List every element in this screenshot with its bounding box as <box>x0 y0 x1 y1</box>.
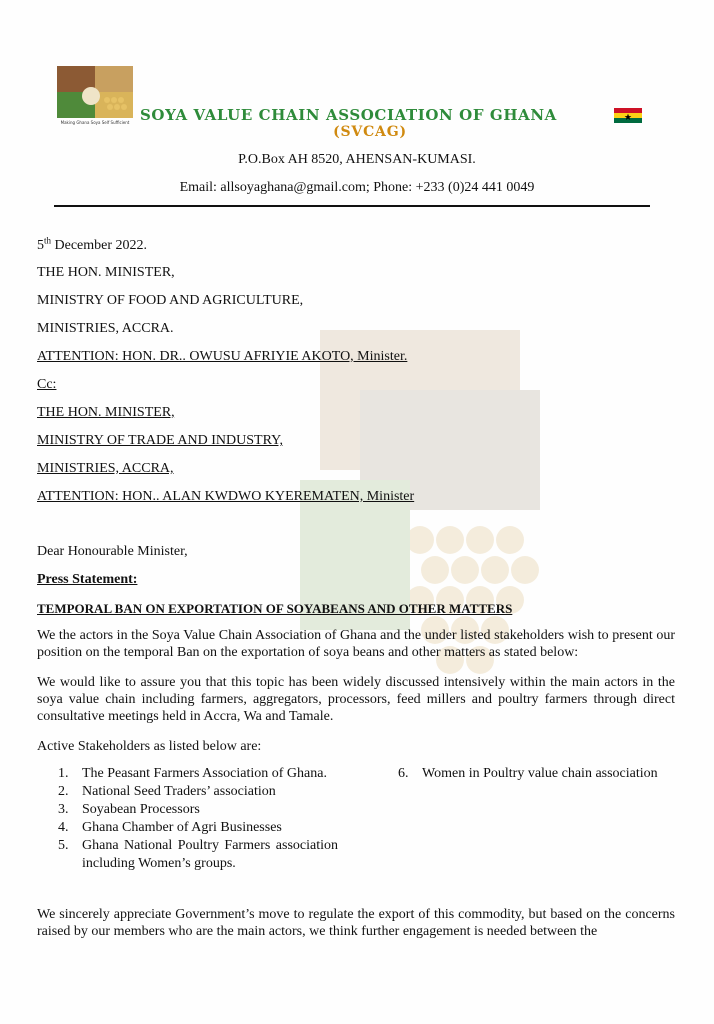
ghana-flag-icon <box>614 108 642 123</box>
letterhead-divider <box>54 205 650 207</box>
postal-address: P.O.Box AH 8520, AHENSAN-KUMASI. <box>238 152 476 167</box>
logo-caption: Making Ghana Soya Self Sufficient <box>60 120 130 125</box>
list-item: 3. Soyabean Processors <box>58 802 200 817</box>
consultation-paragraph: We would like to assure you that this topic has been widely discussed intensively within the main actors in the soya value chain including farmers, aggregators, processors, feed millers and poultry farmers through direct consultative meetings held in Accra, Wa and Tamale. <box>37 675 675 724</box>
organization-abbreviation: (SVCAG) <box>333 124 407 140</box>
association-logo <box>57 66 133 126</box>
recipient-2-location: MINISTRIES, ACCRA, <box>37 461 174 476</box>
date-day: 5 <box>37 238 44 253</box>
stakeholder-list-right <box>398 765 678 783</box>
list-item: 4. Ghana Chamber of Agri Businesses <box>58 820 282 835</box>
recipient-1-ministry: MINISTRY OF FOOD AND AGRICULTURE, <box>37 293 304 308</box>
letter-date <box>37 235 148 254</box>
stakeholder-list-left <box>58 765 338 873</box>
recipient-2-title: THE HON. MINISTER, <box>37 405 175 420</box>
list-item: 5. Ghana National Poultry Farmers association including Women’s groups. <box>58 838 338 871</box>
contact-info: Email: allsoyaghana@gmail.com; Phone: +233 (0)24 441 0049 <box>179 180 535 195</box>
subject-heading: TEMPORAL BAN ON EXPORTATION OF SOYABEANS AND OTHER MATTERS <box>37 601 513 616</box>
date-suffix: th <box>44 235 52 246</box>
list-item: 2. National Seed Traders’ association <box>58 784 276 799</box>
cc-label: Cc: <box>37 377 57 392</box>
press-statement-label: Press Statement: <box>37 572 138 587</box>
appreciation-paragraph: We sincerely appreciate Government’s move to regulate the export of this commodity, but based on the concerns raised by our members who are the main actors, we think further engagement is needed between the <box>37 907 675 939</box>
organization-name: SOYA VALUE CHAIN ASSOCIATION OF GHANA <box>140 106 557 124</box>
recipient-2-attention: ATTENTION: HON.. ALAN KWDWO KYEREMATEN, Minister <box>37 489 415 504</box>
stakeholders-intro: Active Stakeholders as listed below are: <box>37 739 262 754</box>
recipient-1-attention: ATTENTION: HON. DR.. OWUSU AFRIYIE AKOTO, Minister. <box>37 349 408 364</box>
list-item: 6. Women in Poultry value chain association <box>398 766 658 781</box>
intro-paragraph: We the actors in the Soya Value Chain Association of Ghana and the under listed stakeholders wish to present our position on the temporal Ban on the exportation of soya beans and other matters as stated below: <box>37 628 675 660</box>
list-item: 1. The Peasant Farmers Association of Ghana. <box>58 766 327 781</box>
recipient-2-ministry: MINISTRY OF TRADE AND INDUSTRY, <box>37 433 283 448</box>
recipient-1-location: MINISTRIES, ACCRA. <box>37 321 174 336</box>
date-rest: December 2022. <box>51 238 148 253</box>
recipient-1-title: THE HON. MINISTER, <box>37 265 175 280</box>
salutation: Dear Honourable Minister, <box>37 544 188 559</box>
